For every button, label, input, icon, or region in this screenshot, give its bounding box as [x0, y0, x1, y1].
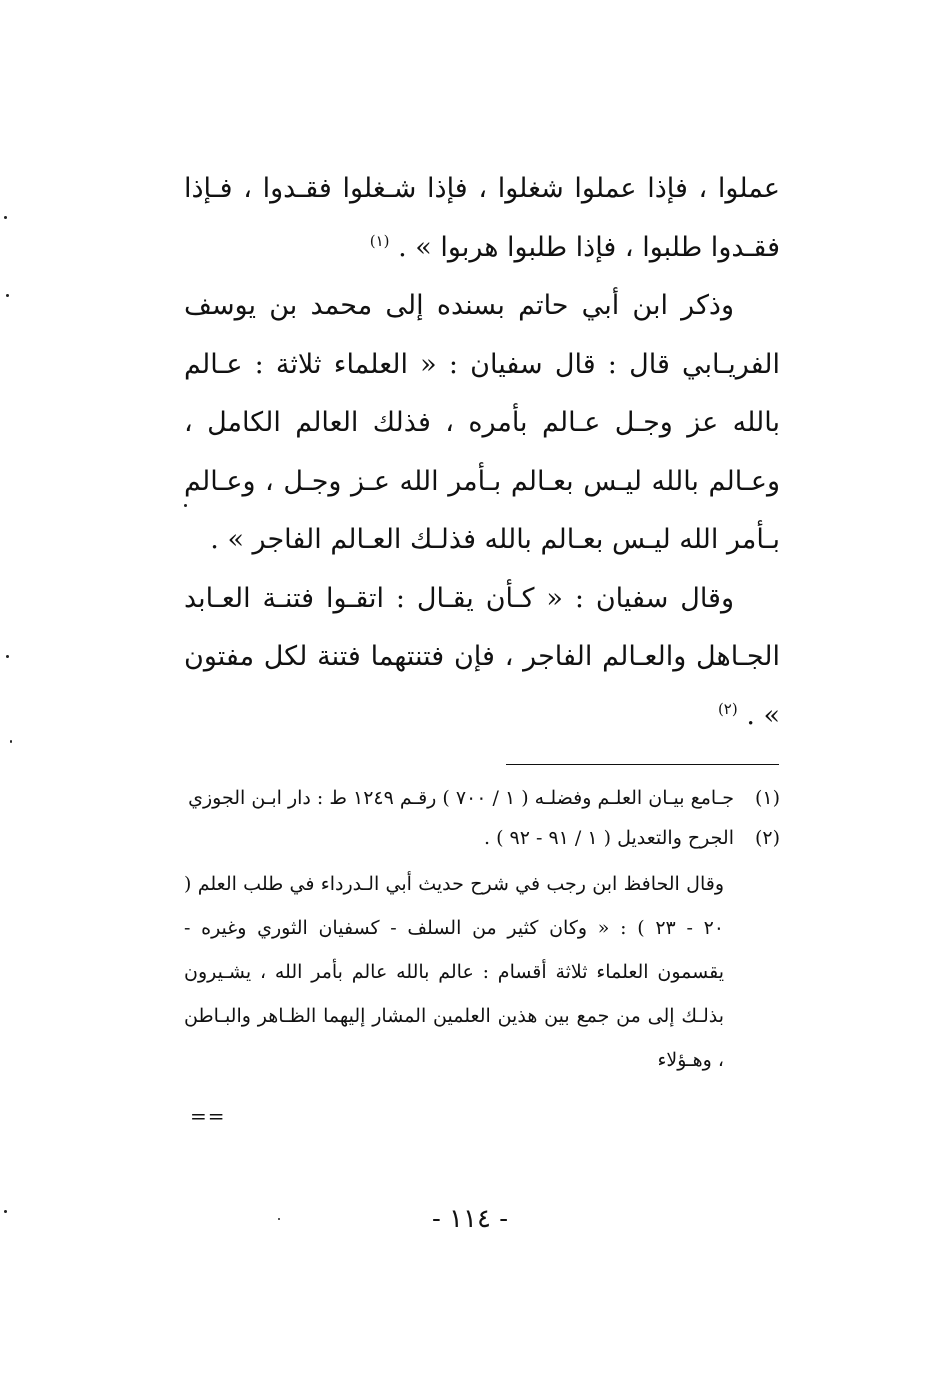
scan-speck — [278, 1218, 280, 1220]
footnote-1-text: جـامع بيـان العلـم وفضلـه ( ١ / ٧٠٠ ) رقـم ١٢٤٩ ط : دار ابـن الجوزي — [188, 787, 734, 809]
footnote-divider — [506, 764, 779, 765]
scan-speck — [6, 655, 9, 658]
footnote-1-number: (١) — [754, 787, 780, 809]
page-number: - ١١٤ - — [431, 1204, 509, 1234]
paragraph-2: وذكر ابن أبي حاتم بسنده إلى محمد بن يوسف الفريـابي قال : قال سفيان : « العلماء ثلاثة : عـالم بالله عز وجـل عـالم بأمره ، فذلك العالم الكامل ، وعـالم بالله ليـس بعـالم بـأمر الله عـز وجـل ، وعـالم بـأمر الله ليـس بعـالم بالله فذلـك العـالم الفاجر » . — [184, 290, 780, 555]
scan-speck — [4, 1210, 7, 1213]
scan-speck — [10, 740, 12, 743]
scan-speck — [184, 504, 187, 507]
footnote-2-text: الجرح والتعديل ( ١ / ٩١ - ٩٢ ) . — [484, 827, 734, 849]
footnote-ref-1: (١) — [369, 231, 390, 250]
main-text — [184, 160, 780, 745]
scan-speck — [4, 216, 7, 219]
paragraph-3-text: وقال سفيان : « كـأن يقـال : اتقـوا فتنـة العـابد الجـاهل والعـالم الفاجر ، فإن فتنتهما فتنة لكل مفتون » . — [184, 582, 780, 731]
footnote-1 — [184, 778, 780, 818]
footnote-2-quote: وقال الحافظ ابن رجب في شرح حديث أبي الـدرداء في طلب العلم ( ٢٠ - ٢٣ ) : « وكان كثير من السلف - كسفيان الثوري وغيره - يقسمون العلماء ثلاثة أقسام : عالم بالله عالم بأمر الله ، يشـيرون بذلـك إلى من جمع بين هذين العلمين المشار إليهما الظـاهر والبـاطن ، وهـؤلاء — [184, 873, 724, 1071]
scan-speck — [6, 294, 9, 297]
paragraph-3 — [184, 570, 780, 746]
footnote-ref-2: (٢) — [717, 699, 738, 718]
paragraph-1 — [184, 160, 780, 277]
footnote-2 — [184, 818, 780, 858]
footnote-2-number: (٢) — [754, 827, 780, 849]
footnotes — [184, 778, 780, 1082]
paragraph-1-text: عملوا ، فإذا عملوا شغلوا ، فإذا شـغلوا فقـدوا ، فـإذا فقـدوا طلبوا ، فإذا طلبوا هربوا » . — [184, 173, 780, 263]
continuation-mark: == — [190, 1104, 226, 1128]
